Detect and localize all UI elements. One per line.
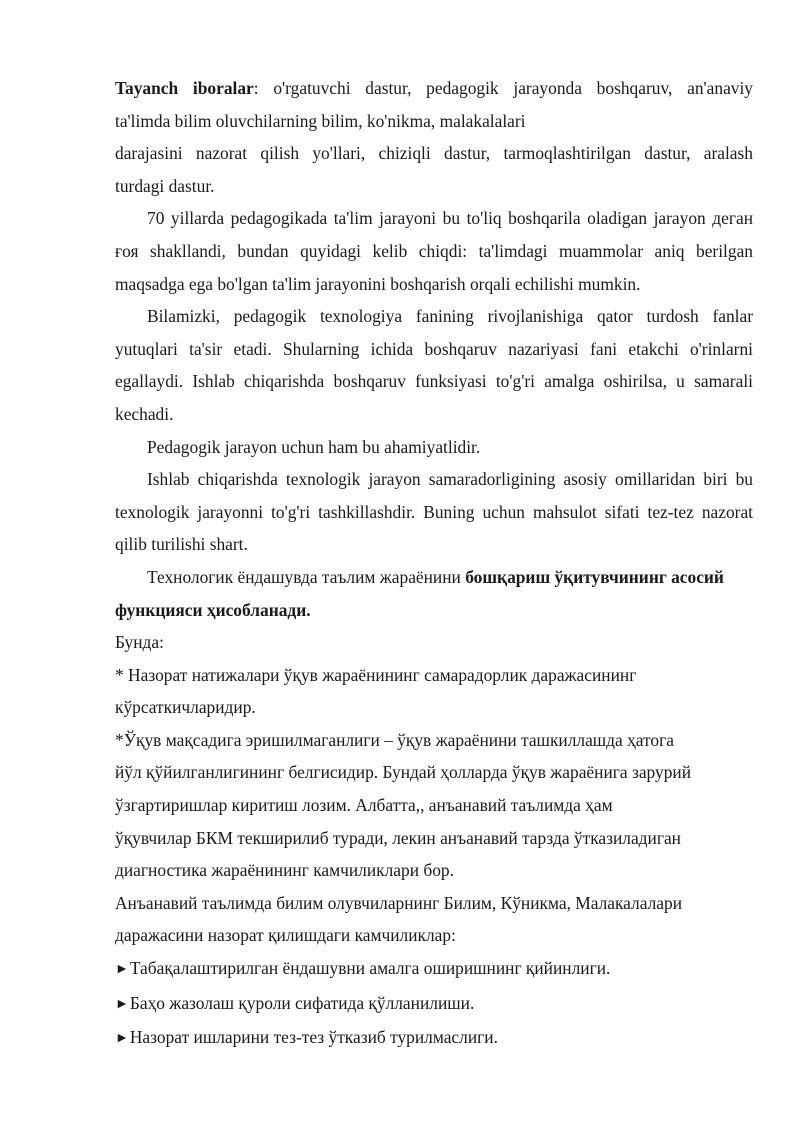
bullet-item-1 (115, 952, 753, 987)
paragraph-5 (115, 561, 753, 626)
item-2-line-4: ўқувчилар БКМ текширилиб туради, лекин анъанавий тарзда ўтказиладиган (115, 827, 681, 848)
paragraph-4: Ishlab chiqarishda texnologik jarayon samaradorligining asosiy omillaridan biri bu texnologik jarayonni to'g'ri tashkillashdir. Buning uchun mahsulot sifati tez-tez nazorat qilib turilishi shart. (115, 469, 753, 555)
keywords-line-1 (115, 72, 753, 105)
item-2-line-1: *Ўқув мақсадига эришилмаганлиги – ўқув жараёнини ташкиллашда ҳатога (115, 729, 674, 750)
paragraph-1: 70 yillarda pedagogikada ta'lim jarayoni bu to'liq boshqarila oladigan jarayon деган ғоя shakllandi, bundan quyidagi kelib chiqdi: ta'limdagi muammolar aniq berilgan maqsadga ega bo'lgan ta'lim jarayonini boshqarish orqali echilishi mumkin. (115, 208, 753, 294)
bunda-label: Бунда: (115, 632, 164, 653)
lead-line-1: Анъанавий таълимда билим олувчиларнинг Билим, Кўникма, Малакалалари (115, 892, 683, 913)
item-2-line-5: диагностика жараёнининг камчиликлари бор. (115, 860, 454, 881)
bullet-text-2: Баҳо жазолаш қуроли сифатида қўлланилиши. (129, 992, 475, 1013)
keywords-line-2: ta'limda bilim oluvchilarning bilim, ko'nikma, malakalalari (115, 110, 526, 131)
item-2-line-2: йўл қўйилганлигининг белгисидир. Бундай ҳолларда ўқув жараёнига зарурий (115, 762, 692, 783)
bullet-text-3: Назорат ишларини тез-тез ўтказиб турилмаслиги. (129, 1027, 498, 1048)
lead-line-2: даражасини назорат қилишдаги камчиликлар: (115, 925, 456, 946)
item-2-line-3: ўзгартиришлар киритиш лозим. Албатта,, анъанавий таълимда ҳам (115, 795, 613, 816)
paragraph-3: Pedagogik jarayon uchun ham bu ahamiyatlidir. (147, 436, 481, 457)
black-right-pointer-icon: ► (115, 1031, 129, 1047)
black-right-pointer-icon: ► (115, 962, 129, 978)
keywords-line-4: turdagi dastur. (115, 175, 215, 196)
keywords-label: Tayanch iboralar (115, 78, 254, 98)
bullet-item-3 (115, 1021, 753, 1056)
keywords-text-1: : o'rgatuvchi dastur, pedagogik jarayonda boshqaruv, an'anaviy (253, 78, 754, 98)
black-right-pointer-icon: ► (115, 996, 129, 1012)
keywords-line-3: darajasini nazorat qilish yo'llari, chiziqli dastur, tarmoqlashtirilgan dastur, aralash (115, 143, 753, 164)
document-page (115, 72, 753, 1056)
bullet-text-1: Табақалаштирилган ёндашувни амалга оширишнинг қийинлиги. (129, 958, 611, 979)
paragraph-2: Bilamizki, pedagogik texnologiya fanining rivojlanishiga qator turdosh fanlar yutuqlari ta'sir etadi. Shularning ichida boshqaruv nazariyasi fani etakchi o'rinlarni egallaydi. Ishlab chiqarishda boshqaruv funksiyasi to'g'ri amalga oshirilsa, u samarali kechadi. (115, 306, 753, 424)
bullet-item-2 (115, 987, 753, 1022)
item-1-line-2: кўрсаткичларидир. (115, 697, 256, 718)
paragraph-5-normal: Технологик ёндашувда таълим жараёнини (147, 566, 466, 587)
item-1-line-1: * Назорат натижалари ўқув жараёнининг самарадорлик даражасининг (115, 664, 637, 685)
paragraph-5-bold: бошқариш ўқитувчининг асосий функцияси ҳисобланади. (115, 566, 724, 620)
